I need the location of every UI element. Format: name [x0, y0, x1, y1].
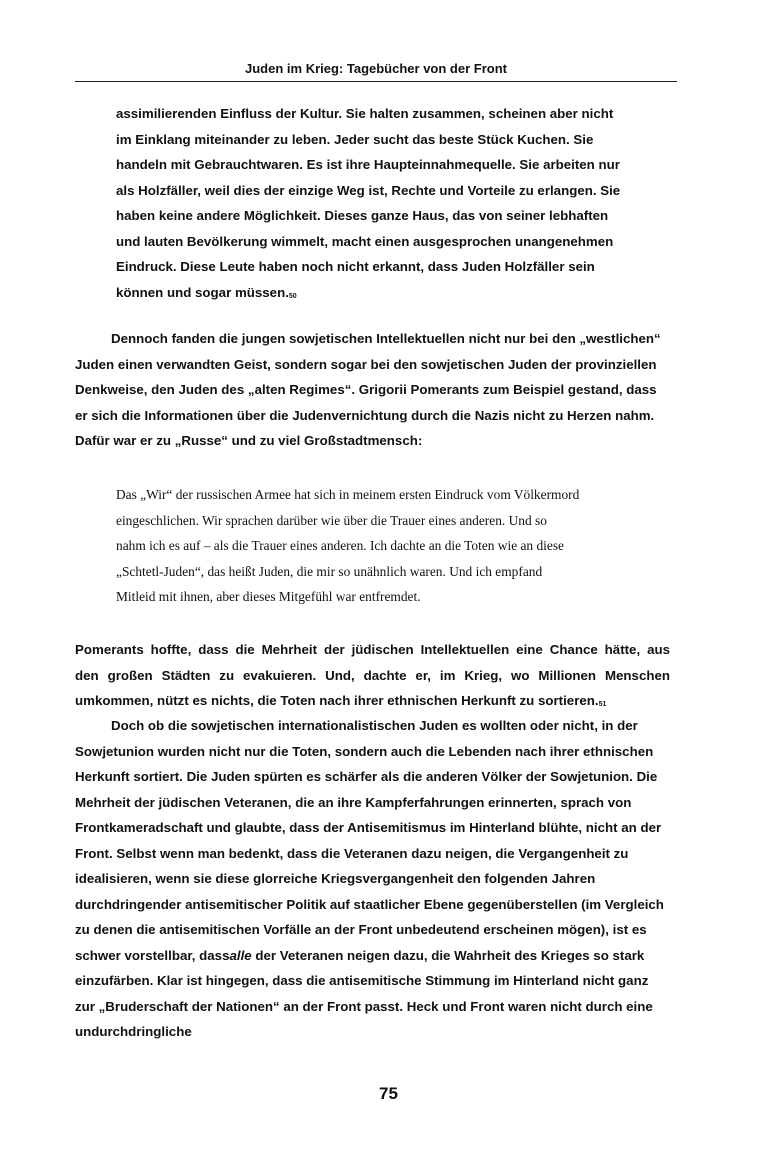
- quote1-line: haben keine andere Möglichkeit. Dieses ganze Haus, das von seiner lebhaften: [116, 208, 609, 223]
- para1-line: Dafür war er zu „Russe“ und zu viel Großstadtmensch:: [75, 433, 423, 448]
- block-quote-2: [116, 482, 636, 610]
- footnote-ref-51[interactable]: 51: [598, 701, 607, 708]
- paragraph-3: [75, 713, 675, 1045]
- quote2-line: Mitleid mit ihnen, aber dieses Mitgefühl war entfremdet.: [116, 589, 421, 604]
- quote1-last-text: können und sogar müssen.: [116, 284, 289, 300]
- page-number: 75: [379, 1084, 398, 1103]
- quote1-line: im Einklang miteinander zu leben. Jeder sucht das beste Stück Kuchen. Sie: [116, 131, 594, 147]
- paragraph-1: [75, 326, 670, 454]
- para2-last-text: umkommen, nützt es nichts, die Toten nach ihrer ethnischen Herkunft zu sortieren.: [75, 693, 599, 708]
- para1-line: Juden einen verwandten Geist, sondern sogar bei den sowjetischen Juden der provinziellen: [75, 356, 657, 372]
- para3-line: durchdringender antisemitischer Politik auf staatlicher Ebene gegenüberstellen (im Vergleich: [75, 896, 664, 912]
- footnote-ref-50[interactable]: 50: [288, 292, 297, 300]
- para3-line: undurchdringliche: [75, 1024, 192, 1039]
- header-rule: [75, 81, 677, 82]
- para3-line: Mehrheit der jüdischen Veteranen, die an ihre Kampferfahrungen erinnerten, sprach von: [75, 794, 632, 810]
- para3-line: zu denen die antisemitischen Vorfälle an der Front unbedeutend erscheinen mögen), ist es: [75, 922, 647, 937]
- quote1-line: assimilierenden Einfluss der Kultur. Sie halten zusammen, scheinen aber nicht: [116, 106, 614, 121]
- para3-line: Doch ob die sowjetischen internationalistischen Juden es wollten oder nicht, in der: [111, 718, 638, 733]
- para1-line: Dennoch fanden die jungen sowjetischen Intellektuellen nicht nur bei den „westlichen“: [111, 331, 661, 346]
- quote1-line: [116, 280, 636, 306]
- paragraph-2: [75, 637, 670, 714]
- para1-line: er sich die Informationen über die Judenvernichtung durch die Nazis nicht zu Herzen nahm.: [75, 407, 655, 423]
- quote2-line: „Schtetl-Juden“, das heißt Juden, die mir so unähnlich waren. Und ich empfand: [116, 563, 543, 579]
- para3-line: [75, 943, 675, 969]
- quote2-line: eingeschlichen. Wir sprachen darüber wie über die Trauer eines anderen. Und so: [116, 512, 547, 528]
- para2-line: [75, 688, 670, 714]
- para3-line: Frontkameradschaft und glaubte, dass der Antisemitismus im Hinterland blühte, nicht an der: [75, 820, 662, 835]
- para3-text: der Veteranen neigen dazu, die Wahrheit des Krieges so stark: [251, 947, 645, 963]
- para3-line: zur „Bruderschaft der Nationen“ an der Front passt. Heck und Front waren nicht durch eine: [75, 998, 653, 1014]
- para2-line: den großen Städten zu evakuieren. Und, dachte er, im Krieg, wo Millionen Menschen: [75, 667, 670, 683]
- quote1-line: und lauten Bevölkerung wimmelt, macht einen ausgesprochen unangenehmen: [116, 233, 614, 249]
- running-header: Juden im Krieg: Tagebücher von der Front: [245, 61, 507, 76]
- para3-line: idealisieren, wenn sie diese glorreiche Kriegsvergangenheit den folgenden Jahren: [75, 871, 596, 886]
- para1-line: Denkweise, den Juden des „alten Regimes“. Grigorii Pomerants zum Beispiel gestand, dass: [75, 382, 657, 397]
- quote2-line: Das „Wir“ der russischen Armee hat sich in meinem ersten Eindruck vom Völkermord: [116, 487, 580, 502]
- quote2-line: nahm ich es auf – als die Trauer eines anderen. Ich dachte an die Toten wie an diese: [116, 538, 564, 553]
- para3-text: schwer vorstellbar, dass: [75, 947, 230, 963]
- para2-line: Pomerants hoffte, dass die Mehrheit der jüdischen Intellektuellen eine Chance hätte, aus: [75, 642, 670, 657]
- para3-line: Front. Selbst wenn man bedenkt, dass die Veteranen dazu neigen, die Vergangenheit zu: [75, 845, 629, 861]
- para3-line: Herkunft sortiert. Die Juden spürten es schärfer als die anderen Völker der Sowjetunion. Die: [75, 769, 658, 784]
- quote1-line: Eindruck. Diese Leute haben noch nicht erkannt, dass Juden Holzfäller sein: [116, 259, 595, 274]
- block-quote-1: [116, 101, 636, 305]
- para3-line: einzufärben. Klar ist hingegen, dass die antisemitische Stimmung im Hinterland nicht ganz: [75, 973, 649, 988]
- para3-line: Sowjetunion wurden nicht nur die Toten, sondern auch die Lebenden nach ihrer ethnischen: [75, 743, 654, 759]
- emphasis-alle: alle: [229, 947, 252, 963]
- quote1-line: handeln mit Gebrauchtwaren. Es ist ihre Haupteinnahmequelle. Sie arbeiten nur: [116, 157, 620, 172]
- quote1-line: als Holzfäller, weil dies der einzige Weg ist, Rechte und Vorteile zu erlangen. Sie: [116, 182, 621, 198]
